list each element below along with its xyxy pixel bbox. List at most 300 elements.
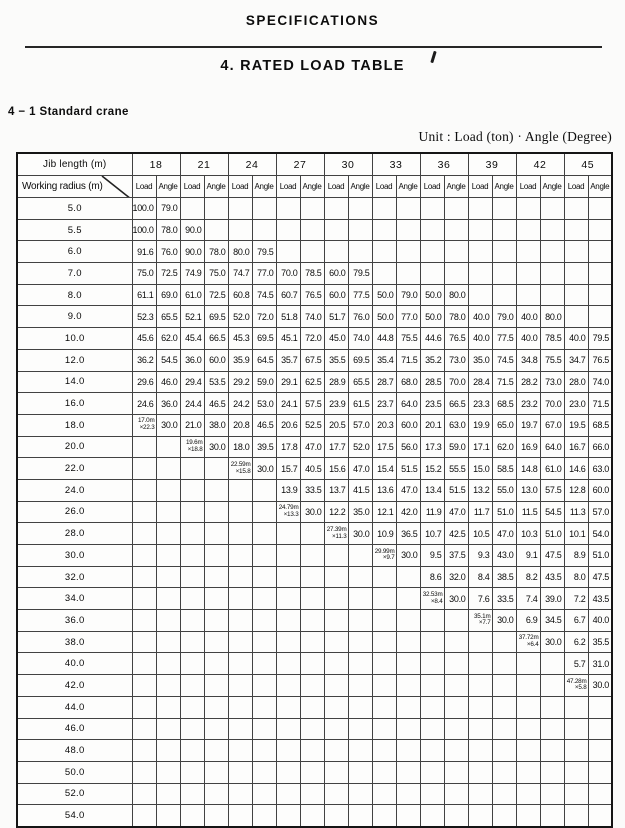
table-row xyxy=(17,458,612,480)
load-cell xyxy=(228,523,252,545)
angle-cell: 74.0 xyxy=(348,328,372,350)
angle-cell: 32.0 xyxy=(444,566,468,588)
load-cell: 7.6 xyxy=(468,588,492,610)
load-cell: 10.9 xyxy=(372,523,396,545)
load-cell xyxy=(564,219,588,241)
angle-cell: 34.5 xyxy=(540,610,564,632)
angle-cell: 63.0 xyxy=(444,414,468,436)
load-cell xyxy=(180,588,204,610)
load-header: Load xyxy=(132,176,156,198)
angle-cell xyxy=(540,696,564,718)
load-cell xyxy=(324,219,348,241)
load-cell xyxy=(132,653,156,675)
load-cell: 50.0 xyxy=(372,284,396,306)
load-cell xyxy=(564,761,588,783)
angle-cell: 78.0 xyxy=(444,306,468,328)
angle-header: Angle xyxy=(300,176,324,198)
angle-cell: 30.0 xyxy=(252,458,276,480)
angle-cell: 77.0 xyxy=(396,306,420,328)
table-row xyxy=(17,349,612,371)
load-cell xyxy=(468,241,492,263)
angle-cell xyxy=(156,805,180,827)
angle-cell xyxy=(252,718,276,740)
angle-cell: 64.5 xyxy=(252,349,276,371)
angle-cell xyxy=(348,761,372,783)
load-cell xyxy=(372,783,396,805)
angle-cell xyxy=(156,458,180,480)
load-cell: 60.8 xyxy=(228,284,252,306)
table-row xyxy=(17,479,612,501)
angle-cell xyxy=(252,783,276,805)
load-cell: 29.2 xyxy=(228,371,252,393)
load-cell: 24.6 xyxy=(132,393,156,415)
angle-cell: 76.0 xyxy=(348,306,372,328)
load-cell xyxy=(420,198,444,220)
table-row xyxy=(17,328,612,350)
angle-cell xyxy=(348,566,372,588)
load-cell xyxy=(324,566,348,588)
load-cell xyxy=(180,675,204,697)
load-cell xyxy=(324,545,348,567)
load-cell xyxy=(132,501,156,523)
angle-cell: 33.5 xyxy=(300,479,324,501)
load-cell: 35.4 xyxy=(372,349,396,371)
angle-cell: 65.5 xyxy=(348,371,372,393)
table-row xyxy=(17,566,612,588)
angle-header: Angle xyxy=(444,176,468,198)
angle-cell xyxy=(348,588,372,610)
angle-header: Angle xyxy=(156,176,180,198)
angle-cell xyxy=(492,284,516,306)
radius-cell: 44.0 xyxy=(17,696,132,718)
load-cell xyxy=(228,761,252,783)
angle-cell: 77.5 xyxy=(348,284,372,306)
load-cell xyxy=(468,783,492,805)
angle-cell xyxy=(156,545,180,567)
load-cell: 50.0 xyxy=(420,284,444,306)
load-cell: 13.9 xyxy=(276,479,300,501)
angle-cell xyxy=(396,588,420,610)
angle-cell xyxy=(252,219,276,241)
load-cell: 34.7 xyxy=(564,349,588,371)
subsection-title: 4 − 1 Standard crane xyxy=(8,106,129,118)
angle-cell: 60.0 xyxy=(588,479,612,501)
load-cell xyxy=(420,219,444,241)
angle-cell: 72.0 xyxy=(300,328,324,350)
angle-cell xyxy=(348,740,372,762)
load-cell: 74.7 xyxy=(228,263,252,285)
angle-cell: 79.5 xyxy=(588,328,612,350)
radius-cell: 32.0 xyxy=(17,566,132,588)
load-cell xyxy=(228,545,252,567)
max-radius-note: 27.39m xyxy=(326,525,347,533)
load-cell xyxy=(180,523,204,545)
angle-cell xyxy=(492,653,516,675)
angle-cell xyxy=(300,761,324,783)
angle-cell xyxy=(252,566,276,588)
angle-cell xyxy=(348,545,372,567)
load-cell xyxy=(228,501,252,523)
angle-cell: 62.0 xyxy=(492,436,516,458)
jib-length-header: 21 xyxy=(180,153,228,176)
angle-cell xyxy=(588,284,612,306)
load-cell: 11.3 xyxy=(564,501,588,523)
load-header: Load xyxy=(276,176,300,198)
radius-cell: 8.0 xyxy=(17,284,132,306)
angle-cell xyxy=(300,198,324,220)
angle-cell xyxy=(300,241,324,263)
load-header: Load xyxy=(372,176,396,198)
load-cell: 28.0 xyxy=(564,371,588,393)
angle-cell xyxy=(444,783,468,805)
load-cell: 12.8 xyxy=(564,479,588,501)
angle-cell xyxy=(444,241,468,263)
load-cell: 45.1 xyxy=(276,328,300,350)
angle-cell xyxy=(396,631,420,653)
table-row xyxy=(17,306,612,328)
angle-cell: 74.5 xyxy=(492,349,516,371)
load-cell xyxy=(324,761,348,783)
load-header: Load xyxy=(564,176,588,198)
load-cell: 24.2 xyxy=(228,393,252,415)
angle-cell xyxy=(156,718,180,740)
max-load-note: ×5.8 xyxy=(574,684,587,692)
angle-cell: 72.0 xyxy=(252,306,276,328)
table-row xyxy=(17,393,612,415)
diagonal-divider xyxy=(98,176,132,198)
load-cell: 15.7 xyxy=(276,458,300,480)
load-cell xyxy=(324,653,348,675)
load-cell xyxy=(228,696,252,718)
angle-cell xyxy=(396,740,420,762)
angle-cell xyxy=(348,198,372,220)
load-cell xyxy=(180,566,204,588)
angle-cell xyxy=(156,501,180,523)
angle-cell: 59.0 xyxy=(444,436,468,458)
angle-cell: 51.0 xyxy=(492,501,516,523)
load-cell: 51.7 xyxy=(324,306,348,328)
table-row xyxy=(17,501,612,523)
load-cell xyxy=(324,198,348,220)
load-cell: 23.5 xyxy=(420,393,444,415)
angle-cell: 60.0 xyxy=(396,414,420,436)
angle-cell: 70.0 xyxy=(540,393,564,415)
angle-cell xyxy=(300,219,324,241)
angle-cell: 51.0 xyxy=(540,523,564,545)
load-cell: 40.0 xyxy=(564,328,588,350)
load-cell: 35.7 xyxy=(276,349,300,371)
angle-cell: 62.5 xyxy=(300,371,324,393)
load-cell xyxy=(516,675,540,697)
load-cell: 16.7 xyxy=(564,436,588,458)
angle-cell: 61.0 xyxy=(540,458,564,480)
load-cell xyxy=(180,436,204,458)
load-cell xyxy=(372,545,396,567)
load-cell xyxy=(372,588,396,610)
table-row xyxy=(17,198,612,220)
angle-cell xyxy=(348,696,372,718)
load-cell xyxy=(132,675,156,697)
angle-cell xyxy=(492,696,516,718)
load-cell: 35.0 xyxy=(468,349,492,371)
load-cell: 6.7 xyxy=(564,610,588,632)
unit-note: Unit : Load (ton) · Angle (Degree) xyxy=(418,129,612,144)
table-row xyxy=(17,653,612,675)
table-row xyxy=(17,740,612,762)
load-header: Load xyxy=(324,176,348,198)
load-cell xyxy=(228,219,252,241)
angle-cell: 79.0 xyxy=(492,306,516,328)
angle-cell xyxy=(396,610,420,632)
angle-cell xyxy=(204,198,228,220)
angle-cell: 76.5 xyxy=(300,284,324,306)
angle-cell: 76.5 xyxy=(444,328,468,350)
angle-cell xyxy=(156,436,180,458)
table-row xyxy=(17,805,612,827)
load-cell xyxy=(180,610,204,632)
table-row xyxy=(17,219,612,241)
angle-cell: 30.0 xyxy=(540,631,564,653)
angle-cell: 69.5 xyxy=(252,328,276,350)
load-cell xyxy=(420,696,444,718)
angle-cell: 76.0 xyxy=(156,241,180,263)
angle-cell xyxy=(348,219,372,241)
load-cell xyxy=(228,458,252,480)
angle-cell: 55.0 xyxy=(492,479,516,501)
load-cell: 19.5 xyxy=(564,414,588,436)
angle-cell xyxy=(204,523,228,545)
radius-cell: 46.0 xyxy=(17,718,132,740)
angle-cell xyxy=(396,198,420,220)
radius-cell: 24.0 xyxy=(17,479,132,501)
angle-cell: 38.0 xyxy=(204,414,228,436)
load-cell: 14.6 xyxy=(564,458,588,480)
max-radius-note: 19.6m xyxy=(185,439,203,447)
angle-cell xyxy=(156,675,180,697)
angle-cell: 79.0 xyxy=(156,198,180,220)
max-radius-note: 37.72m xyxy=(518,634,539,642)
angle-cell xyxy=(204,501,228,523)
angle-cell: 69.0 xyxy=(156,284,180,306)
table-row xyxy=(17,545,612,567)
load-cell xyxy=(180,653,204,675)
angle-cell: 51.5 xyxy=(444,479,468,501)
angle-cell xyxy=(540,783,564,805)
angle-cell xyxy=(588,306,612,328)
angle-cell: 65.0 xyxy=(492,414,516,436)
load-cell xyxy=(468,198,492,220)
angle-cell xyxy=(396,696,420,718)
load-cell xyxy=(132,718,156,740)
load-cell xyxy=(372,653,396,675)
angle-cell xyxy=(204,219,228,241)
load-cell: 29.4 xyxy=(180,371,204,393)
angle-header: Angle xyxy=(204,176,228,198)
angle-cell: 78.0 xyxy=(204,241,228,263)
load-cell xyxy=(180,718,204,740)
load-cell xyxy=(228,653,252,675)
load-cell xyxy=(324,696,348,718)
load-cell xyxy=(516,718,540,740)
load-cell xyxy=(372,219,396,241)
horizontal-rule xyxy=(25,46,602,48)
angle-cell xyxy=(348,805,372,827)
angle-cell xyxy=(492,675,516,697)
load-cell xyxy=(564,740,588,762)
load-cell xyxy=(276,740,300,762)
load-cell xyxy=(132,479,156,501)
angle-cell: 68.5 xyxy=(588,414,612,436)
radius-cell: 10.0 xyxy=(17,328,132,350)
angle-cell: 78.5 xyxy=(300,263,324,285)
load-cell xyxy=(228,740,252,762)
angle-cell xyxy=(252,740,276,762)
load-cell: 10.5 xyxy=(468,523,492,545)
jib-length-header: 39 xyxy=(468,153,516,176)
angle-cell xyxy=(156,653,180,675)
load-cell xyxy=(564,306,588,328)
radius-cell: 5.5 xyxy=(17,219,132,241)
angle-cell xyxy=(540,740,564,762)
angle-cell: 47.5 xyxy=(540,545,564,567)
angle-cell xyxy=(396,718,420,740)
table-row xyxy=(17,436,612,458)
angle-cell xyxy=(540,284,564,306)
angle-cell: 30.0 xyxy=(156,414,180,436)
load-cell xyxy=(132,414,156,436)
load-cell xyxy=(372,198,396,220)
angle-cell: 73.0 xyxy=(444,349,468,371)
load-cell xyxy=(468,805,492,827)
load-cell: 20.6 xyxy=(276,414,300,436)
load-cell: 40.0 xyxy=(516,306,540,328)
angle-cell: 35.5 xyxy=(588,631,612,653)
load-cell: 60.0 xyxy=(324,284,348,306)
angle-cell xyxy=(300,545,324,567)
table-row xyxy=(17,783,612,805)
angle-cell xyxy=(252,588,276,610)
load-cell xyxy=(180,501,204,523)
angle-cell: 79.5 xyxy=(348,263,372,285)
load-cell xyxy=(372,740,396,762)
load-cell xyxy=(372,610,396,632)
load-cell xyxy=(372,718,396,740)
load-cell: 45.0 xyxy=(324,328,348,350)
angle-cell xyxy=(252,761,276,783)
angle-cell xyxy=(252,631,276,653)
load-cell: 13.2 xyxy=(468,479,492,501)
load-cell xyxy=(420,783,444,805)
max-radius-note: 32.53m xyxy=(422,590,443,598)
angle-cell: 37.5 xyxy=(444,545,468,567)
load-cell: 70.0 xyxy=(276,263,300,285)
radius-cell: 20.0 xyxy=(17,436,132,458)
angle-cell: 78.0 xyxy=(156,219,180,241)
load-cell xyxy=(324,805,348,827)
working-radius-label xyxy=(17,176,132,198)
load-cell: 17.8 xyxy=(276,436,300,458)
angle-cell: 57.0 xyxy=(588,501,612,523)
angle-cell xyxy=(540,653,564,675)
angle-cell xyxy=(252,696,276,718)
max-radius-note: 24.79m xyxy=(278,504,299,512)
load-cell: 21.0 xyxy=(180,414,204,436)
load-cell xyxy=(468,740,492,762)
angle-cell xyxy=(252,198,276,220)
angle-cell: 77.5 xyxy=(492,328,516,350)
load-cell: 9.5 xyxy=(420,545,444,567)
load-cell: 9.3 xyxy=(468,545,492,567)
angle-cell xyxy=(492,198,516,220)
angle-cell: 47.5 xyxy=(588,566,612,588)
radius-cell: 40.0 xyxy=(17,653,132,675)
angle-header: Angle xyxy=(540,176,564,198)
load-cell xyxy=(420,740,444,762)
load-header: Load xyxy=(180,176,204,198)
load-cell: 20.3 xyxy=(372,414,396,436)
load-cell xyxy=(564,284,588,306)
angle-cell xyxy=(252,545,276,567)
angle-cell: 53.0 xyxy=(252,393,276,415)
angle-cell xyxy=(204,588,228,610)
load-cell: 28.2 xyxy=(516,371,540,393)
angle-cell: 70.0 xyxy=(444,371,468,393)
angle-cell: 51.5 xyxy=(396,458,420,480)
load-cell xyxy=(276,588,300,610)
angle-cell xyxy=(588,805,612,827)
max-load-note: ×7.7 xyxy=(478,619,491,627)
load-cell xyxy=(228,631,252,653)
angle-cell xyxy=(156,610,180,632)
angle-cell xyxy=(300,610,324,632)
load-cell: 28.9 xyxy=(324,371,348,393)
load-cell xyxy=(276,783,300,805)
angle-cell xyxy=(396,675,420,697)
angle-cell: 53.5 xyxy=(204,371,228,393)
max-radius-note: 29.99m xyxy=(374,547,395,555)
load-cell xyxy=(516,783,540,805)
angle-cell xyxy=(444,653,468,675)
load-cell xyxy=(324,783,348,805)
angle-cell xyxy=(300,783,324,805)
angle-cell xyxy=(444,198,468,220)
angle-cell xyxy=(588,219,612,241)
load-cell xyxy=(372,805,396,827)
load-cell: 15.6 xyxy=(324,458,348,480)
angle-cell: 39.0 xyxy=(540,588,564,610)
load-cell: 45.3 xyxy=(228,328,252,350)
load-cell xyxy=(276,653,300,675)
angle-cell xyxy=(204,718,228,740)
angle-cell: 54.5 xyxy=(540,501,564,523)
angle-cell xyxy=(300,718,324,740)
load-cell xyxy=(468,631,492,653)
angle-cell xyxy=(444,805,468,827)
max-load-note: ×6.4 xyxy=(526,641,539,649)
load-cell xyxy=(564,696,588,718)
load-cell xyxy=(420,631,444,653)
angle-cell xyxy=(156,588,180,610)
angle-cell xyxy=(204,783,228,805)
angle-cell xyxy=(588,761,612,783)
angle-cell xyxy=(492,263,516,285)
load-cell: 20.8 xyxy=(228,414,252,436)
load-cell xyxy=(132,805,156,827)
load-cell: 23.3 xyxy=(468,393,492,415)
angle-cell xyxy=(588,241,612,263)
angle-cell: 75.5 xyxy=(540,349,564,371)
radius-cell: 26.0 xyxy=(17,501,132,523)
